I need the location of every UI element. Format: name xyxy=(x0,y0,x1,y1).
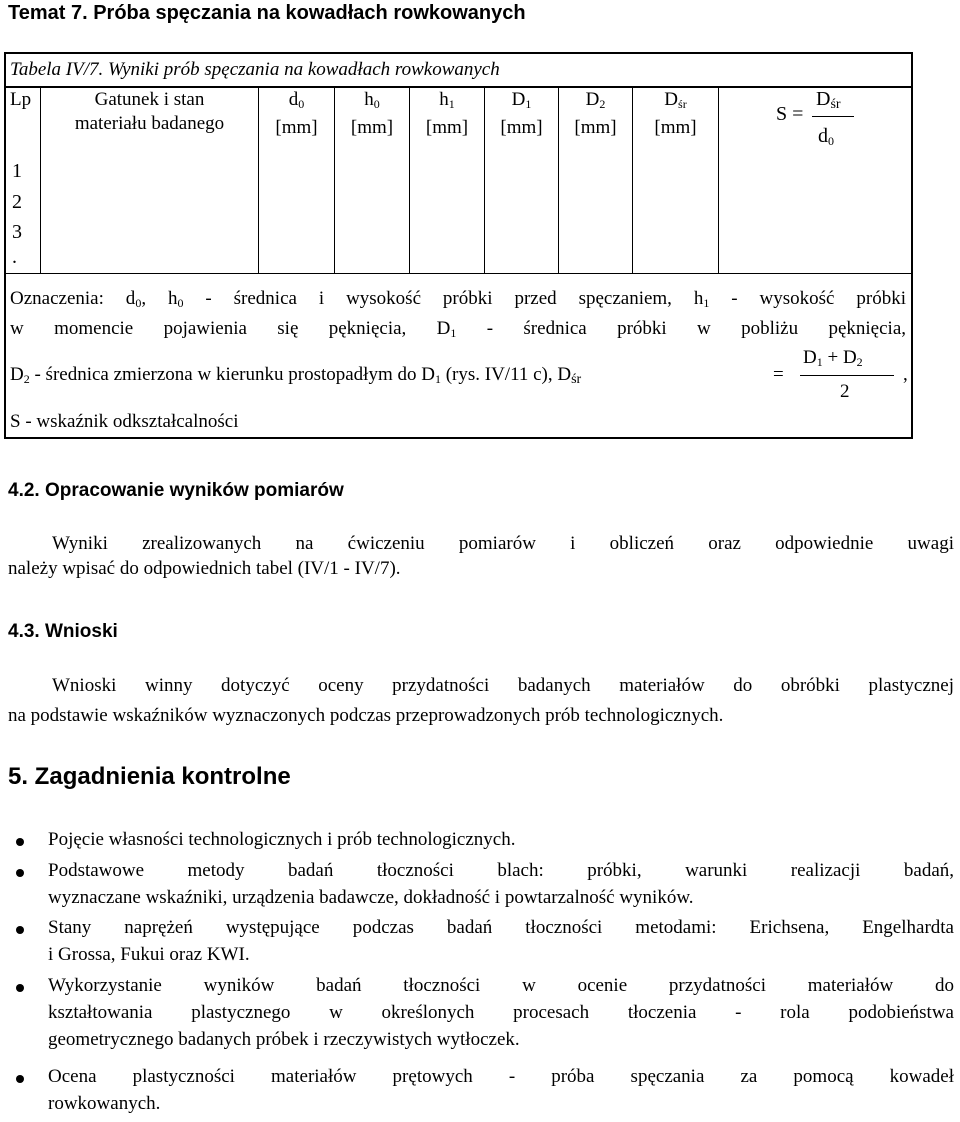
notes-line-1: Oznaczenia: $d_0$, $h_0$ - średnica i wysokość próbki przed spęczaniem, $h_1$ - wysokość próbki xyxy=(10,288,906,310)
bullet-icon xyxy=(16,838,24,846)
list-item: Podstawowe metody badań tłoczności blach: próbki, warunki realizacji badań, wyznaczane wskaźniki, urządzenia badawcze, dokładność i powtarzalność wyników. xyxy=(48,860,954,908)
section-4-2-heading: 4.2. Opracowanie wyników pomiarów xyxy=(8,480,344,501)
section-4-3-paragraph: Wnioski winny dotyczyć oceny przydatności badanych materiałów do obróbki plastycznej na podstawie wskaźników wyznaczonych podczas przeprowadzonych prób technologicznych. xyxy=(8,675,954,726)
bullet-icon xyxy=(16,984,24,992)
header-lp: Lp xyxy=(10,89,32,110)
table-caption: Tabela IV/7. Wyniki prób spęczania na kowadłach rowkowanych xyxy=(10,59,500,80)
list-item: Ocena plastyczności materiałów prętowych - próba spęczania za pomocą kowadeł rowkowanych. xyxy=(48,1066,954,1114)
list-item: Pojęcie własności technologicznych i prób technologicznych. xyxy=(48,829,516,850)
section-4-3-heading: 4.3. Wnioski xyxy=(8,621,118,642)
table-row: . xyxy=(12,246,17,268)
notes-line-4: S - wskaźnik odkształcalności xyxy=(10,411,239,432)
header-h1: $h_1$ [mm] xyxy=(425,89,469,138)
header-Dsr: $D_{śr}$ [mm] xyxy=(654,89,697,138)
header-D1: $D_1$ [mm] xyxy=(500,89,543,138)
notes-line-2: w momencie pojawienia się pęknięcia, $D_1$ - średnica próbki w pobliżu pęknięcia, xyxy=(10,318,906,340)
bullet-icon xyxy=(16,1075,24,1083)
header-gatunek: Gatunek i stan materiału badanego xyxy=(74,89,225,134)
list-item: Stany naprężeń występujące podczas badań tłoczności metodami: Erichsena, Engelhardta i Grossa, Fukui oraz KWI. xyxy=(48,917,954,965)
bullet-icon xyxy=(16,869,24,877)
section-5-heading: 5. Zagadnienia kontrolne xyxy=(8,763,291,790)
header-D2: $D_2$ [mm] xyxy=(574,89,617,138)
list-item: Wykorzystanie wyników badań tłoczności w ocenie przydatności materiałów do kształtowania plastycznego w określonych procesach tłoczenia - rola podobieństwa geometrycznego badanych próbek i rzeczywistych wytłoczek. xyxy=(48,975,954,1050)
page-title: Temat 7. Próba spęczania na kowadłach rowkowanych xyxy=(8,2,526,24)
bullet-icon xyxy=(16,926,24,934)
notes-line-3: $D_2$ - średnica zmierzona w kierunku prostopadłym do $D_1$ (rys. IV/11 c), $D_{śr}$ xyxy=(10,364,582,387)
header-d0: $d_0$ [mm] xyxy=(275,89,318,138)
table-row: 3 xyxy=(12,221,22,243)
notes-equals: = xyxy=(773,364,784,385)
header-h0: $h_0$ [mm] xyxy=(350,89,394,138)
section-4-2-paragraph: Wyniki zrealizowanych na ćwiczeniu pomiarów i obliczeń oraz odpowiednie uwagi należy wpisać do odpowiednich tabel (IV/1 - IV/7). xyxy=(8,533,954,579)
table-row: 2 xyxy=(12,191,22,213)
table-row: 1 xyxy=(12,160,22,182)
